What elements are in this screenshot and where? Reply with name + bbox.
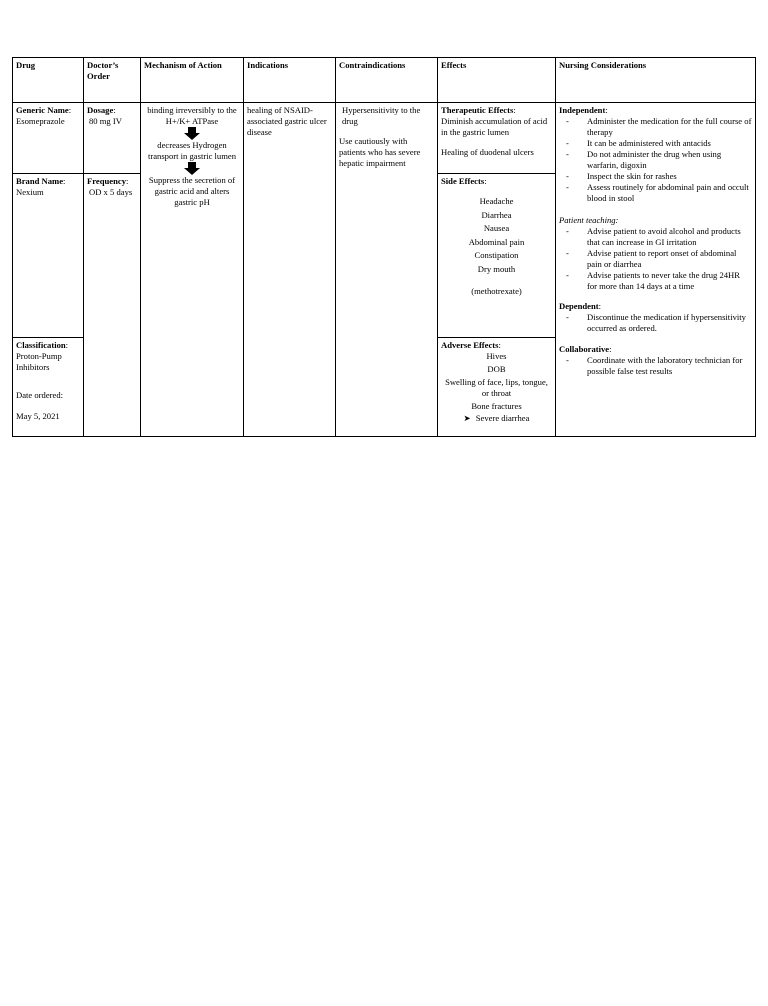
adverse-effect-item: Severe diarrhea (475, 413, 530, 423)
mechanism-step-1: binding irreversibly to the H+/K+ ATPase (147, 105, 237, 126)
list-item: - Advise patients to never take the drug 24HR for more than 14 days at a time (566, 270, 740, 291)
drug-classification-cell: Classification: Proton-Pump Inhibitors Date ordered: May 5, 2021 (12, 337, 84, 437)
dependent-list (559, 312, 752, 334)
classification-label: Classification (16, 340, 66, 350)
header-nursing: Nursing Considerations (555, 57, 756, 103)
list-item: - Inspect the skin for rashes (566, 171, 677, 181)
drug-study-table (12, 57, 756, 437)
header-mechanism: Mechanism of Action (140, 57, 244, 103)
side-effect-item: Constipation (474, 250, 519, 260)
side-effect-item: Diarrhea (481, 209, 512, 220)
adverse-effect-item: Swelling of face, lips, tongue, or throat (445, 377, 548, 398)
dependent-label: Dependent (559, 301, 599, 311)
nursing-cell: Independent: - Administer the medication for the full course of therapy - It can be administered with antacids - Do not administer the drug when using warfarin, digoxin - Inspect the skin for rashes - Assess routinely for abdominal pain and occult blood in stool Patient teaching: - Advise patient to avoid alcohol and products that can increase in GI irritation - Advise patient to report onset of abdominal pain or diarrhea - Advise patients to never take the drug 24HR for more than 14 days at a time Dependent: - Discontinue the medication if hypersensitivity occurred as ordered. Collaborative: - Coordinate with the laboratory technician for possible false test results (555, 102, 756, 437)
classification-value: Proton-Pump Inhibitors (16, 351, 62, 372)
down-arrow-icon (144, 127, 240, 140)
independent-label: Independent (559, 105, 606, 115)
generic-name-label: Generic Name (16, 105, 69, 115)
side-effect-note: (methotrexate) (471, 286, 522, 296)
drug-generic-cell: Generic Name: Esomeprazole (12, 102, 84, 174)
generic-name-value: Esomeprazole (16, 116, 65, 126)
side-effects-cell: Side Effects: Headache Diarrhea Nausea Abdominal pain Constipation Dry mouth (methotrexate) (437, 173, 556, 338)
list-item: - Assess routinely for abdominal pain and occult blood in stool (566, 182, 749, 203)
down-arrow-icon (144, 162, 240, 175)
list-item: - Coordinate with the laboratory technician for possible false test results (566, 355, 743, 376)
header-contraindications: Contraindications (335, 57, 438, 103)
therapeutic-effects-label: Therapeutic Effects (441, 105, 514, 115)
drug-brand-cell: Brand Name: Nexium (12, 173, 84, 338)
header-indications: Indications (243, 57, 336, 103)
contraindications-cell (335, 102, 438, 437)
mechanism-step-3: Suppress the secretion of gastric acid and alters gastric pH (148, 175, 236, 207)
date-ordered-label: Date ordered: (16, 390, 64, 400)
adverse-effect-item: Bone fractures (471, 401, 522, 411)
header-effects: Effects (437, 57, 556, 103)
side-effect-item: Dry mouth (477, 263, 516, 274)
frequency-value: OD x 5 days (89, 187, 133, 197)
contraindication-2: Use cautiously with patients who has severe hepatic impairment (339, 136, 421, 168)
list-item: - Advise patient to report onset of abdominal pain or diarrhea (566, 248, 737, 269)
indications-cell (243, 102, 336, 437)
adverse-effects-label: Adverse Effects (441, 340, 499, 350)
side-effect-item: Nausea (483, 223, 510, 233)
header-doctors-order: Doctor’s Order (83, 57, 141, 103)
side-effect-item: Abdominal pain (468, 236, 525, 247)
adverse-effect-arrow-item (441, 413, 552, 424)
independent-list (559, 116, 752, 204)
indications-text: healing of NSAID-associated gastric ulcer disease (247, 105, 327, 137)
dosage-value: 80 mg IV (89, 116, 122, 126)
order-frequency-cell: Frequency: OD x 5 days (83, 173, 141, 437)
list-item: - Advise patient to avoid alcohol and products that can increase in GI irritation (566, 226, 741, 247)
brand-name-label: Brand Name (16, 176, 64, 186)
contraindication-1: Hypersensitivity to the drug (342, 105, 421, 126)
adverse-effect-item: DOB (487, 364, 506, 374)
list-item: - Do not administer the drug when using warfarin, digoxin (566, 149, 722, 170)
adverse-effects-cell: Adverse Effects: Hives DOB Swelling of face, lips, tongue, or throat Bone fractures ➤ Severe diarrhea (437, 337, 556, 437)
adverse-effect-item: Hives (486, 351, 507, 361)
mechanism-cell (140, 102, 244, 437)
date-ordered-value: May 5, 2021 (16, 411, 60, 421)
therapeutic-effects-cell: Therapeutic Effects: Diminish accumulation of acid in the gastric lumen Healing of duodenal ulcers (437, 102, 556, 174)
therapeutic-effect-1: Diminish accumulation of acid in the gastric lumen (441, 116, 548, 137)
mechanism-step-2: decreases Hydrogen transport in gastric lumen (147, 140, 237, 161)
collaborative-list (559, 355, 752, 377)
header-drug: Drug (12, 57, 84, 103)
brand-name-value: Nexium (16, 187, 44, 197)
side-effects-label: Side Effects (441, 176, 485, 186)
dosage-label: Dosage (87, 105, 114, 115)
list-item: - Discontinue the medication if hypersensitivity occurred as ordered. (566, 312, 746, 333)
order-dosage-cell: Dosage: 80 mg IV (83, 102, 141, 174)
adverse-effects-list (441, 351, 552, 424)
list-item: - Administer the medication for the full course of therapy (566, 116, 752, 137)
therapeutic-effect-2: Healing of duodenal ulcers (441, 147, 534, 157)
frequency-label: Frequency (87, 176, 126, 186)
side-effects-list (441, 195, 552, 299)
side-effect-item: Headache (479, 196, 514, 206)
teaching-list (559, 226, 752, 292)
patient-teaching-label: Patient teaching: (559, 215, 619, 225)
list-item: - It can be administered with antacids (566, 138, 711, 148)
collaborative-label: Collaborative (559, 344, 610, 354)
arrowhead-bullet-icon: ➤ (463, 413, 471, 423)
